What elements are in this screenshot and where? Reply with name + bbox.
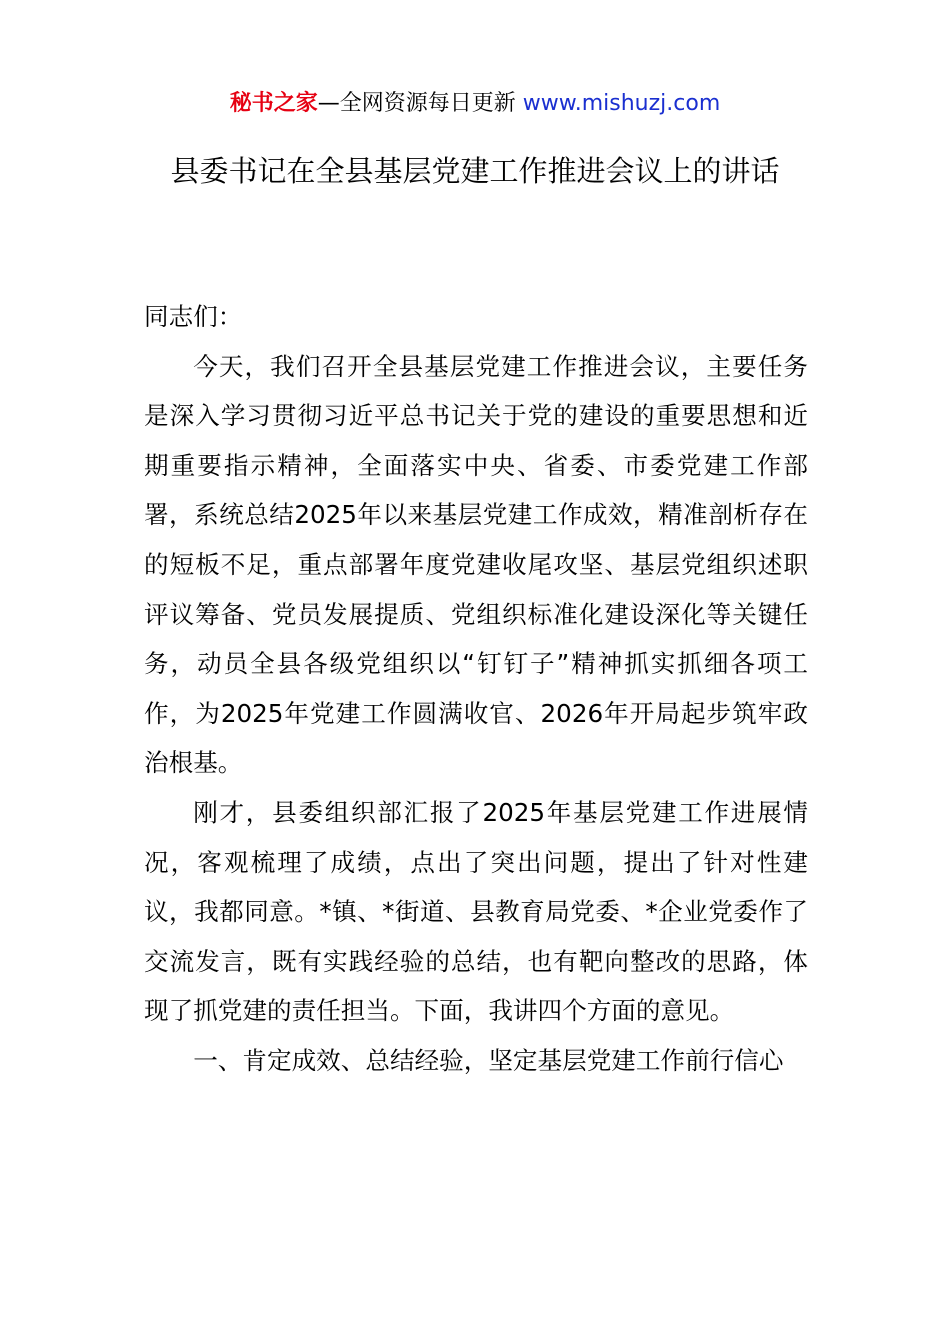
site-header (0, 88, 950, 120)
paragraph-opening: 今天，我们召开全县基层党建工作推进会议，主要任务是深入学习贯彻习近平总书记关于党的建设的重要思想和近期重要指示精神，全面落实中央、省委、市委党建工作部署，系统总结2025年以来基层党建工作成效，精准剖析存在的短板不足，重点部署年度党建收尾攻坚、基层党组织述职评议筹备、党员发展提质、党组织标准化建设深化等关键任务，动员全县各级党组织以“钉钉子”精神抓实抓细各项工作，为2025年党建工作圆满收官、2026年开局起步筑牢政治根基。 (144, 351, 808, 778)
paragraph-response: 刚才，县委组织部汇报了2025年基层党建工作进展情况，客观梳理了成绩，点出了突出问题，提出了针对性建议，我都同意。*镇、*街道、县教育局党委、*企业党委作了交流发言，既有实践经验的总结，也有靶向整改的思路，体现了抓党建的责任担当。下面，我讲四个方面的意见。 (144, 797, 808, 1026)
document-title: 县委书记在全县基层党建工作推进会议上的讲话 (170, 154, 780, 188)
salutation: 同志们： (144, 302, 243, 331)
site-tagline: —全网资源每日更新 (317, 91, 523, 116)
document-body (144, 292, 808, 1086)
section-heading-1: 一、肯定成效、总结经验，坚定基层党建工作前行信心 (193, 1045, 784, 1075)
brand-name: 秘书之家 (229, 91, 318, 116)
site-url-link[interactable]: www.mishuzj.com (522, 91, 721, 116)
